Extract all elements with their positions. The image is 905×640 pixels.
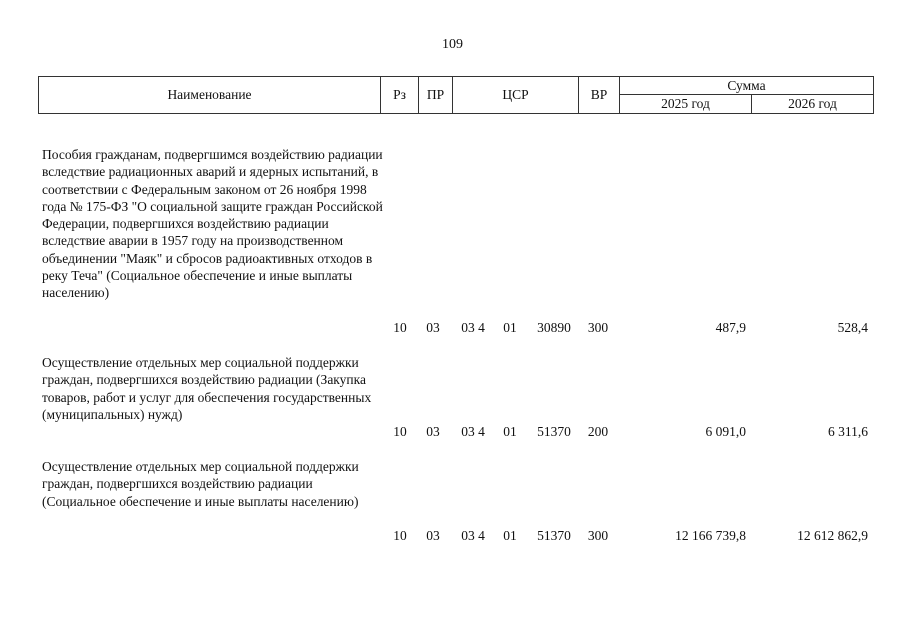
row-pr: 03 — [426, 424, 440, 439]
row-sum-2026: 528,4 — [837, 320, 868, 335]
row-csr-program: 03 4 — [461, 320, 485, 335]
table-row — [0, 146, 905, 341]
row-pr: 03 — [426, 320, 440, 335]
row-pr: 03 — [426, 528, 440, 543]
header-pr: ПР — [418, 77, 452, 113]
row-name: Осуществление отдельных мер социальной поддержки граждан, подвергшихся воздействию радиации (Социальное обеспечение и иные выплаты населению) — [42, 459, 359, 509]
row-csr-program: 03 4 — [461, 528, 485, 543]
row-csr-direction: 30890 — [537, 320, 571, 335]
row-csr-direction: 51370 — [537, 424, 571, 439]
header-name: Наименование — [38, 77, 380, 113]
row-sum-2025: 487,9 — [715, 320, 746, 335]
row-csr-sub: 01 — [503, 320, 517, 335]
row-vr: 200 — [587, 424, 609, 439]
row-rz: 10 — [393, 528, 407, 543]
table-header — [38, 76, 874, 114]
row-csr-direction: 51370 — [537, 528, 571, 543]
row-name: Осуществление отдельных мер социальной поддержки граждан, подвергшихся воздействию радиации (Закупка товаров, работ и услуг для обеспечения государственных (муниципальных) нужд) — [42, 355, 372, 422]
table-row — [0, 354, 905, 444]
row-rz: 10 — [393, 320, 407, 335]
row-vr: 300 — [587, 320, 609, 335]
table-row — [0, 458, 905, 548]
header-year-2025: 2025 год — [620, 95, 752, 113]
row-csr-program: 03 4 — [461, 424, 485, 439]
header-csr: ЦСР — [452, 77, 578, 113]
row-rz: 10 — [393, 424, 407, 439]
row-vr: 300 — [587, 528, 609, 543]
row-sum-2026: 6 311,6 — [828, 424, 868, 439]
row-sum-2025: 12 166 739,8 — [675, 528, 746, 543]
header-sum-group — [619, 77, 874, 113]
header-vr: ВР — [578, 77, 619, 113]
header-year-2026: 2026 год — [788, 96, 837, 111]
row-sum-2026: 12 612 862,9 — [797, 528, 868, 543]
page-number: 109 — [442, 37, 463, 52]
row-csr-sub: 01 — [503, 424, 517, 439]
row-csr-sub: 01 — [503, 528, 517, 543]
row-sum-2025: 6 091,0 — [705, 424, 746, 439]
header-sum: Сумма — [620, 77, 873, 95]
header-rz: Рз — [380, 77, 418, 113]
row-name: Пособия гражданам, подвергшимся воздействию радиации вследствие радиационных аварий и ядерных испытаний, в соответствии с Федеральным законом от 26 ноября 1998 года № 175-ФЗ "О социальной защите граждан Российской Федерации, подвергшихся воздействию радиации вследствие аварии в 1957 году на производственном объединении "Маяк" и сбросов радиоактивных отходов в реку Теча" (Социальное обеспечение и иные выплаты населению) — [42, 147, 383, 301]
